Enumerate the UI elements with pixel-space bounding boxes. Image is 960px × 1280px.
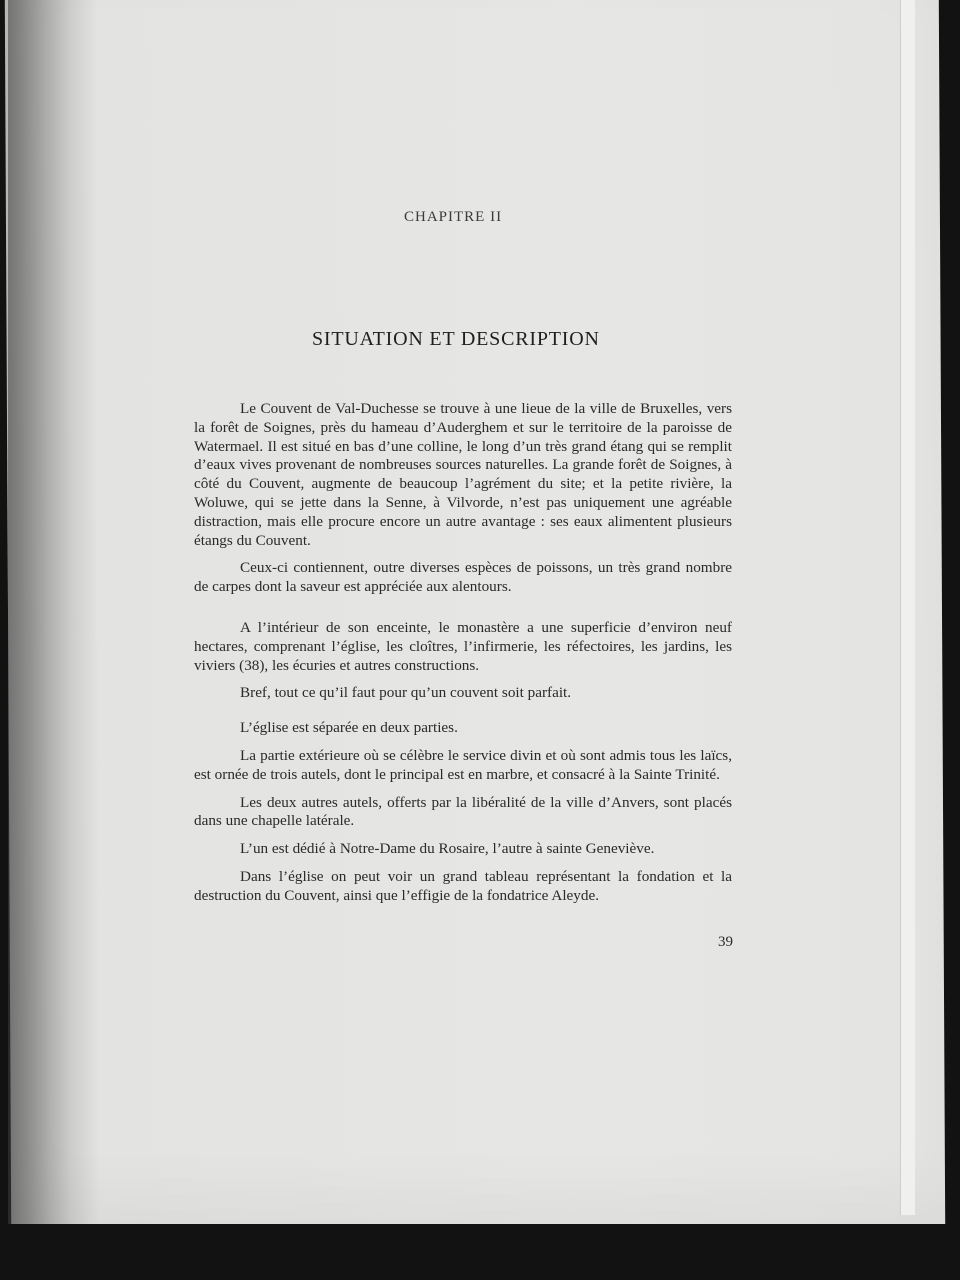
page-gutter-shadow (8, 0, 98, 1224)
paragraph: Ceux-ci contiennent, outre diverses espèces de poissons, un très grand nombre de carpes dont la saveur est appréciée aux alentours. (194, 559, 732, 596)
paragraph: L’un est dédié à Notre-Dame du Rosaire, l’autre à sainte Geneviève. (240, 840, 655, 858)
paragraph: Dans l’église on peut voir un grand tableau représentant la fondation et la destruction du Couvent, ainsi que l’effigie de la fondatrice Aleyde. (194, 867, 732, 904)
page-number: 39 (718, 934, 733, 950)
chapter-heading: CHAPITRE II (404, 209, 503, 225)
page-title: SITUATION ET DESCRIPTION (312, 328, 600, 350)
paragraph: Bref, tout ce qu’il faut pour qu’un couvent soit parfait. (240, 684, 572, 702)
paragraph: A l’intérieur de son enceinte, le monastère a une superficie d’environ neuf hectares, comprenant l’église, les cloîtres, l’infirmerie, les réfectoires, les jardins, les viviers (38), les écuries et autres constructions. (194, 618, 732, 674)
paragraph: La partie extérieure où se célèbre le service divin et où sont admis tous les laïcs, est ornée de trois autels, dont le principal est en marbre, et consacré à la Sainte Trinité. (194, 746, 732, 783)
paragraph: Les deux autres autels, offerts par la libéralité de la ville d’Anvers, sont placés dans une chapelle latérale. (194, 793, 732, 830)
body-text (194, 400, 732, 915)
paragraph: L’église est séparée en deux parties. (240, 719, 458, 737)
paragraph: Le Couvent de Val-Duchesse se trouve à une lieue de la ville de Bruxelles, vers la forêt de Soignes, près du hameau d’Auderghem et sur le territoire de la paroisse de Watermael. Il est situé en bas d’une colline, le long d’un très grand étang qui se remplit d’eaux vives provenant de nombreuses sources naturelles. La grande forêt de Soignes, à côté du Couvent, augmente de beaucoup l’agrément du site; et la petite rivière, la Woluwe, qui se jette dans la Senne, à Vilvorde, n’est pas uniquement une agréable distraction, mais elle procure encore un autre avantage : ses eaux alimentent plusieurs étangs du Couvent. (194, 400, 732, 549)
page-edge (900, 0, 915, 1215)
